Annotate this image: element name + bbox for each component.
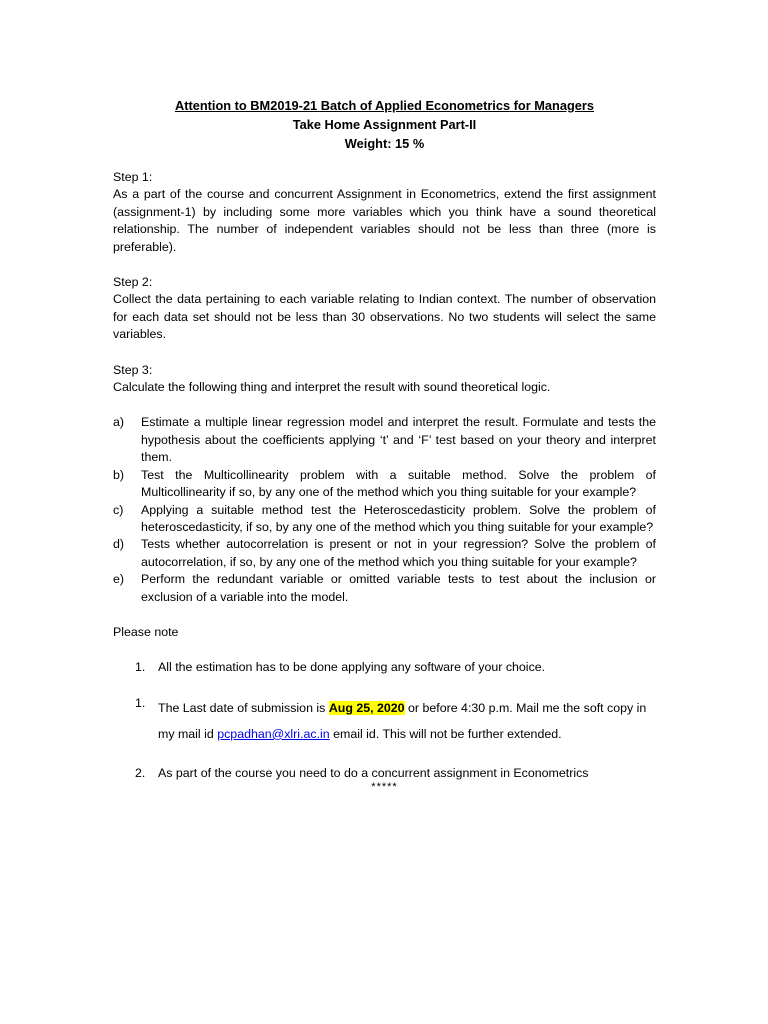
- note-item: [135, 695, 656, 747]
- list-item-marker: c): [113, 502, 124, 517]
- note-text: [158, 695, 656, 747]
- submission-date-highlight: Aug 25, 2020: [328, 700, 405, 715]
- list-item-marker: d): [113, 537, 125, 552]
- list-item-text: Estimate a multiple linear regression model and interpret the result. Formulate and tests the hypothesis about the coefficients applying ‘t’ and ‘F’ test based on your theory and interpret them.: [141, 415, 656, 465]
- note-text-part: or before 4:30 p.m. Mail me the soft copy in my mail id: [158, 700, 647, 741]
- weight-label: Weight: 15 %: [344, 136, 425, 151]
- task-list: [113, 414, 656, 605]
- note-marker: 1.: [135, 660, 146, 675]
- list-item-text: Test the Multicollinearity problem with a suitable method. Solve the problem of Multicollinearity if so, by any one of the method which you thing suitable for your example?: [141, 467, 656, 500]
- list-item-text: Perform the redundant variable or omitted variable tests to test about the inclusion or exclusion of a variable into the model.: [141, 572, 656, 604]
- note-marker: 1.: [135, 695, 146, 710]
- list-item-marker: b): [113, 467, 125, 482]
- step-3-heading: Step 3:: [113, 362, 153, 377]
- note-text-part: The Last date of submission is: [158, 700, 329, 715]
- list-item: [113, 571, 656, 606]
- note-item: [135, 765, 656, 782]
- email-link[interactable]: pcpadhan@xlri.ac.in: [217, 726, 330, 741]
- list-item-text: Applying a suitable method test the Heteroscedasticity problem. Solve the problem of heteroscedasticity, if so, by any one of the method which you thing suitable for your example?: [141, 502, 656, 534]
- title-line-1: Attention to BM2019-21 Batch of Applied Econometrics for Managers: [174, 98, 595, 113]
- list-item-text: Tests whether autocorrelation is present or not in your regression? Solve the problem of autocorrelation, if so, by any one of the method which you thing suitable for your example?: [141, 537, 656, 569]
- list-item-marker: a): [113, 415, 125, 430]
- note-marker: 2.: [135, 765, 146, 780]
- end-marker: *****: [371, 781, 398, 794]
- notes-heading: Please note: [113, 624, 179, 639]
- note-text: As part of the course you need to do a concurrent assignment in Econometrics: [158, 765, 589, 780]
- step-2-heading: Step 2:: [113, 275, 153, 290]
- note-item: [135, 659, 656, 676]
- list-item: [113, 414, 656, 466]
- step-1-body: As a part of the course and concurrent Assignment in Econometrics, extend the first assignment (assignment-1) by including some more variables which you think have a sound theoretical relationship. The number of independent variables should not be less than three (more is preferable).: [113, 187, 656, 254]
- list-item: [113, 536, 656, 571]
- list-item: [113, 467, 656, 502]
- list-item: [113, 502, 656, 537]
- document-title: [113, 96, 656, 115]
- document-subtitle: Take Home Assignment Part-II: [292, 117, 477, 132]
- step-1-heading: Step 1:: [113, 170, 153, 184]
- note-text: All the estimation has to be done applying any software of your choice.: [158, 660, 546, 675]
- document-content: [113, 96, 656, 792]
- step-3-body: Calculate the following thing and interpret the result with sound theoretical logic.: [113, 380, 551, 395]
- step-2-body: Collect the data pertaining to each variable relating to Indian context. The number of observation for each data set should not be less than 30 observations. No two students will select the same variables.: [113, 292, 656, 342]
- note-text-part: email id. This will not be further extended.: [329, 726, 562, 741]
- list-item-marker: e): [113, 572, 125, 587]
